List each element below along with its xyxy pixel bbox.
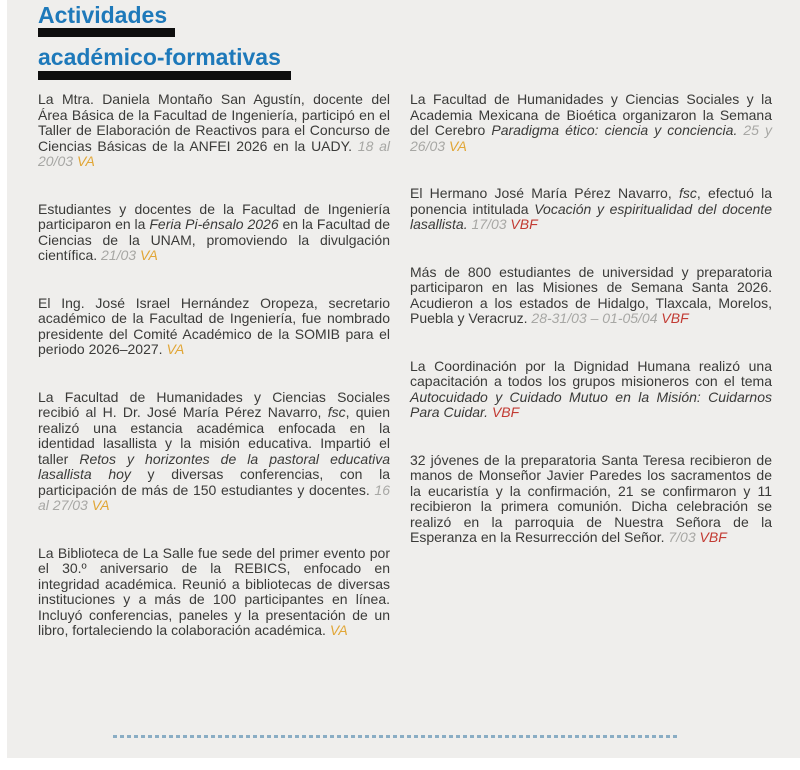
title-underline-bar-1 — [38, 28, 175, 37]
date-label: 28-31/03 – 01-05/04 — [531, 310, 662, 326]
text-segment: Paradigma ético: ciencia y conciencia. — [491, 122, 738, 138]
text-segment: Retos y horizontes de la pastoral educativa lasallista hoy — [38, 450, 390, 482]
text-segment: en la Facultad de Ciencias de la UNAM, promoviendo la divulgación científica. — [38, 216, 391, 263]
date-label: 25 y 26/03 — [410, 122, 772, 154]
news-item-left-4 — [38, 390, 390, 514]
text-segment: El Ing. José Israel Hernández Oropeza, secretario académico de la Facultad de Ingeniería, fue nombrado presidente del Comité Académico de la SOMIB para el periodo 2026–2027. — [38, 294, 390, 357]
section-tag: VA — [166, 341, 185, 357]
text-segment: El Hermano José María Pérez Navarro, — [410, 185, 679, 201]
text-segment: La Biblioteca de La Salle fue sede del primer evento por el 30.º aniversario de la REBICS, enfocado en integridad académica. Reunió a bibliotecas de diversas instituciones y a más de 100 participantes en línea. Incluyó conferencias, paneles y la presentación de un libro, fortaleciendo la colaboración académica. — [38, 544, 390, 638]
title-underline-bar-2 — [38, 71, 291, 80]
news-item-right-3 — [410, 265, 772, 327]
content-area — [38, 3, 773, 639]
column-left — [38, 92, 390, 639]
section-tag: VBF — [699, 529, 727, 545]
news-item-left-5 — [38, 546, 390, 639]
text-segment: La Coordinación por la Dignidad Humana realizó una capacitación a todos los grupos misioneros con el tema — [410, 357, 772, 389]
section-tag: VA — [139, 247, 158, 263]
text-segment: La Facultad de Humanidades y Ciencias Sociales y la Academia Mexicana de Bioética organizaron la Semana del Cerebro — [410, 91, 772, 138]
section-tag: VA — [329, 622, 348, 638]
section-tag: VBF — [491, 404, 520, 420]
text-segment: y diversas conferencias, con la participación de más de 150 estudiantes y docentes. — [38, 466, 390, 498]
news-item-right-5 — [410, 453, 772, 546]
news-item-left-2 — [38, 202, 390, 264]
date-label: 18 al 20/03 — [38, 137, 390, 169]
news-item-left-1 — [38, 92, 390, 170]
page-title-line-1: Actividades — [38, 2, 168, 28]
date-label: 21/03 — [101, 247, 140, 263]
section-tag: VA — [76, 153, 95, 169]
date-label: 17/03 — [471, 216, 511, 232]
news-columns — [38, 92, 773, 639]
text-segment: Autocuidado y Cuidado Mutuo en la Misión: Cuidarnos Para Cuidar. — [410, 388, 772, 420]
text-segment: Feria Pi-énsalo 2026 — [149, 216, 279, 232]
text-segment: 32 jóvenes de la preparatoria Santa Teresa recibieron de manos de Monseñor Javier Paredes los sacramentos de la eucaristía y la confirmación, 21 se confirmaron y 11 recibieron la primera comunión. Dicha celebración se realizó en la parroquia de Nuestra Señora de la Esperanza en la Resurrección del Señor. — [410, 451, 772, 545]
news-item-right-1 — [410, 92, 772, 154]
news-item-left-3 — [38, 296, 390, 358]
date-label: 7/03 — [668, 529, 700, 545]
text-segment: Más de 800 estudiantes de universidad y preparatoria participaron en las Misiones de Semana Santa 2026. Acudieron a los estados de Hidalgo, Tlaxcala, Morelos, Puebla y Veracruz. — [410, 263, 772, 326]
text-segment: fsc — [327, 404, 346, 420]
text-segment: Vocación y espiritualidad del docente lasallista. — [410, 200, 772, 232]
dashed-divider — [113, 735, 679, 738]
section-tag: VBF — [661, 310, 689, 326]
section-tag: VA — [91, 497, 110, 513]
text-segment: Estudiantes y docentes de la Facultad de Ingeniería participaron en la — [38, 200, 390, 232]
page-title-line-2: académico-formativas — [38, 44, 281, 70]
text-segment: , efectuó la ponencia intitulada — [410, 185, 772, 217]
column-right — [410, 92, 772, 639]
page-background — [7, 0, 800, 758]
news-item-right-4 — [410, 359, 772, 421]
text-segment: , quien realizó una estancia académica enfocada en la identidad lasallista y la misión educativa. Impartió el taller — [38, 404, 390, 467]
section-tag: VBF — [510, 216, 538, 232]
news-item-right-2 — [410, 186, 772, 233]
text-segment: La Mtra. Daniela Montaño San Agustín, docente del Área Básica de la Facultad de Ingeniería, participó en el Taller de Elaboración de Reactivos para el Concurso de Ciencias Básicas de la ANFEI 2026 en la UADY. — [38, 91, 390, 154]
date-label: 16 al 27/03 — [38, 481, 390, 513]
text-segment: La Facultad de Humanidades y Ciencias Sociales recibió al H. Dr. José María Pérez Navarro, — [38, 388, 390, 420]
text-segment: fsc — [678, 185, 697, 201]
section-tag: VA — [448, 137, 467, 154]
